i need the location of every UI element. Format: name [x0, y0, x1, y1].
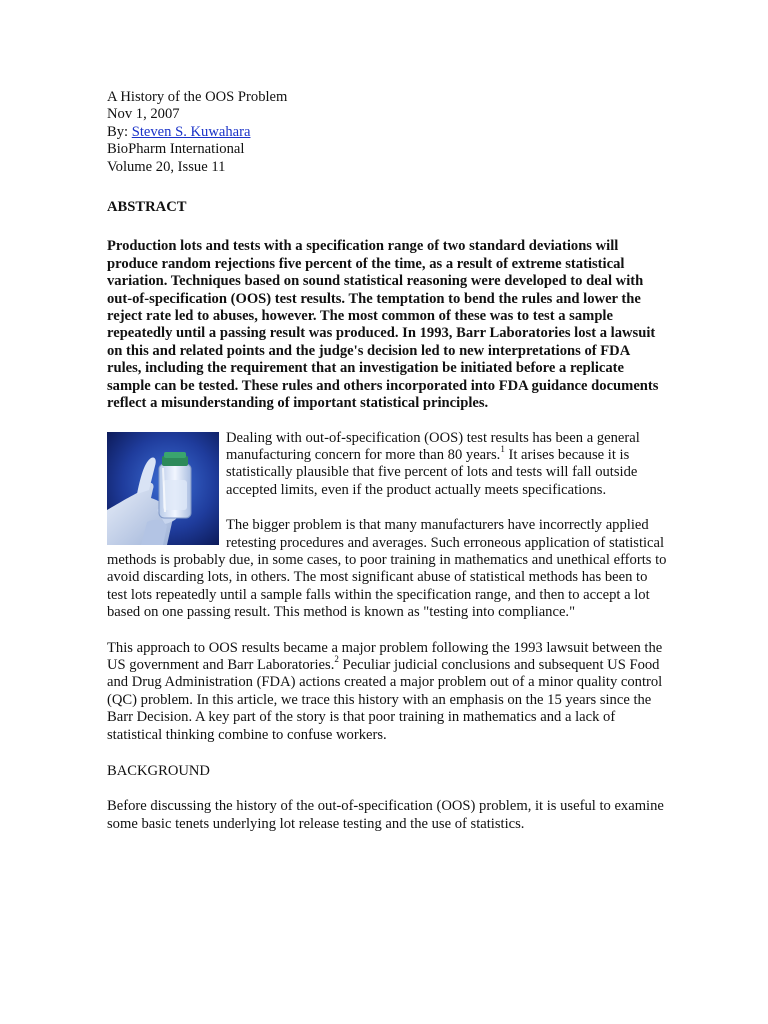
journal-name: BioPharm International: [107, 141, 245, 158]
background-heading: BACKGROUND: [107, 763, 210, 779]
problem-paragraph: The bigger problem is that many manufacturers have incorrectly applied retesting procedures and averages. Such erroneous application of statistical methods is probably due, in some cases, to poor training in mathematics and unethical efforts to avoid discarding lots, in others. The most significant abuse of statistical methods has been to test lots repeatedly until a sample falls within the specification range, and then to accept a lot based on one passing result. This method is known as "testing into compliance.": [107, 517, 667, 621]
byline: [107, 124, 667, 141]
author-link[interactable]: Steven S. Kuwahara: [131, 123, 251, 140]
article-title: A History of the OOS Problem: [107, 89, 288, 105]
abstract-text: Production lots and tests with a specification range of two standard deviations will produce random rejections five percent of the time, as a result of extreme statistical variation. Techniques based on sound statistical reasoning were developed to deal with out-of-specification (OOS) test results. The temptation to bend the rules and lower the reject rate led to abuses, however. The most common of these was to test a sample repeatedly until a passing result was produced. In 1993, Barr Laboratories lost a lawsuit on this and related points and the judge's decision led to new interpretations of FDA rules, including the requirement that an investigation be initiated before a replicate sample can be tested. These rules and others incorporated into FDA guidance documents reflect a misunderstanding of important statistical principles.: [107, 238, 659, 412]
publish-date: Nov 1, 2007: [107, 106, 180, 123]
background-paragraph: Before discussing the history of the out-of-specification (OOS) problem, it is useful to examine some basic tenets underlying lot release testing and the use of statistics.: [107, 798, 664, 832]
article-page: [107, 89, 667, 833]
footnote-ref-1[interactable]: 1: [500, 444, 505, 455]
intro-text-part1: Dealing with out-of-specification (OOS) test results has been a general manufacturing concern for more than 80 years.: [226, 429, 640, 463]
intro-text-part2: It arises because it is statistically plausible that five percent of lots and tests will fall outside accepted limits, even if the product actually meets specifications.: [226, 446, 638, 498]
gloved-hand-vial-photo: [107, 432, 219, 545]
history-paragraph: [107, 640, 667, 744]
history-text-part1: This approach to OOS results became a major problem following the 1993 lawsuit between the US government and Barr Laboratories.: [107, 639, 663, 673]
abstract-heading: ABSTRACT: [107, 199, 187, 216]
footnote-ref-2[interactable]: 2: [334, 654, 339, 665]
history-text-part2: Peculiar judicial conclusions and subsequent US Food and Drug Administration (FDA) actions created a major problem out of a minor quality control (QC) problem. In this article, we trace this history with an emphasis on the 15 years since the Barr Decision. A key part of the story is that poor training in mathematics and a lack of statistical thinking combine to confuse workers.: [107, 656, 663, 743]
volume-issue: Volume 20, Issue 11: [107, 158, 226, 175]
by-label: By:: [107, 123, 132, 140]
intro-section: [107, 430, 667, 745]
article-meta: [107, 89, 667, 176]
